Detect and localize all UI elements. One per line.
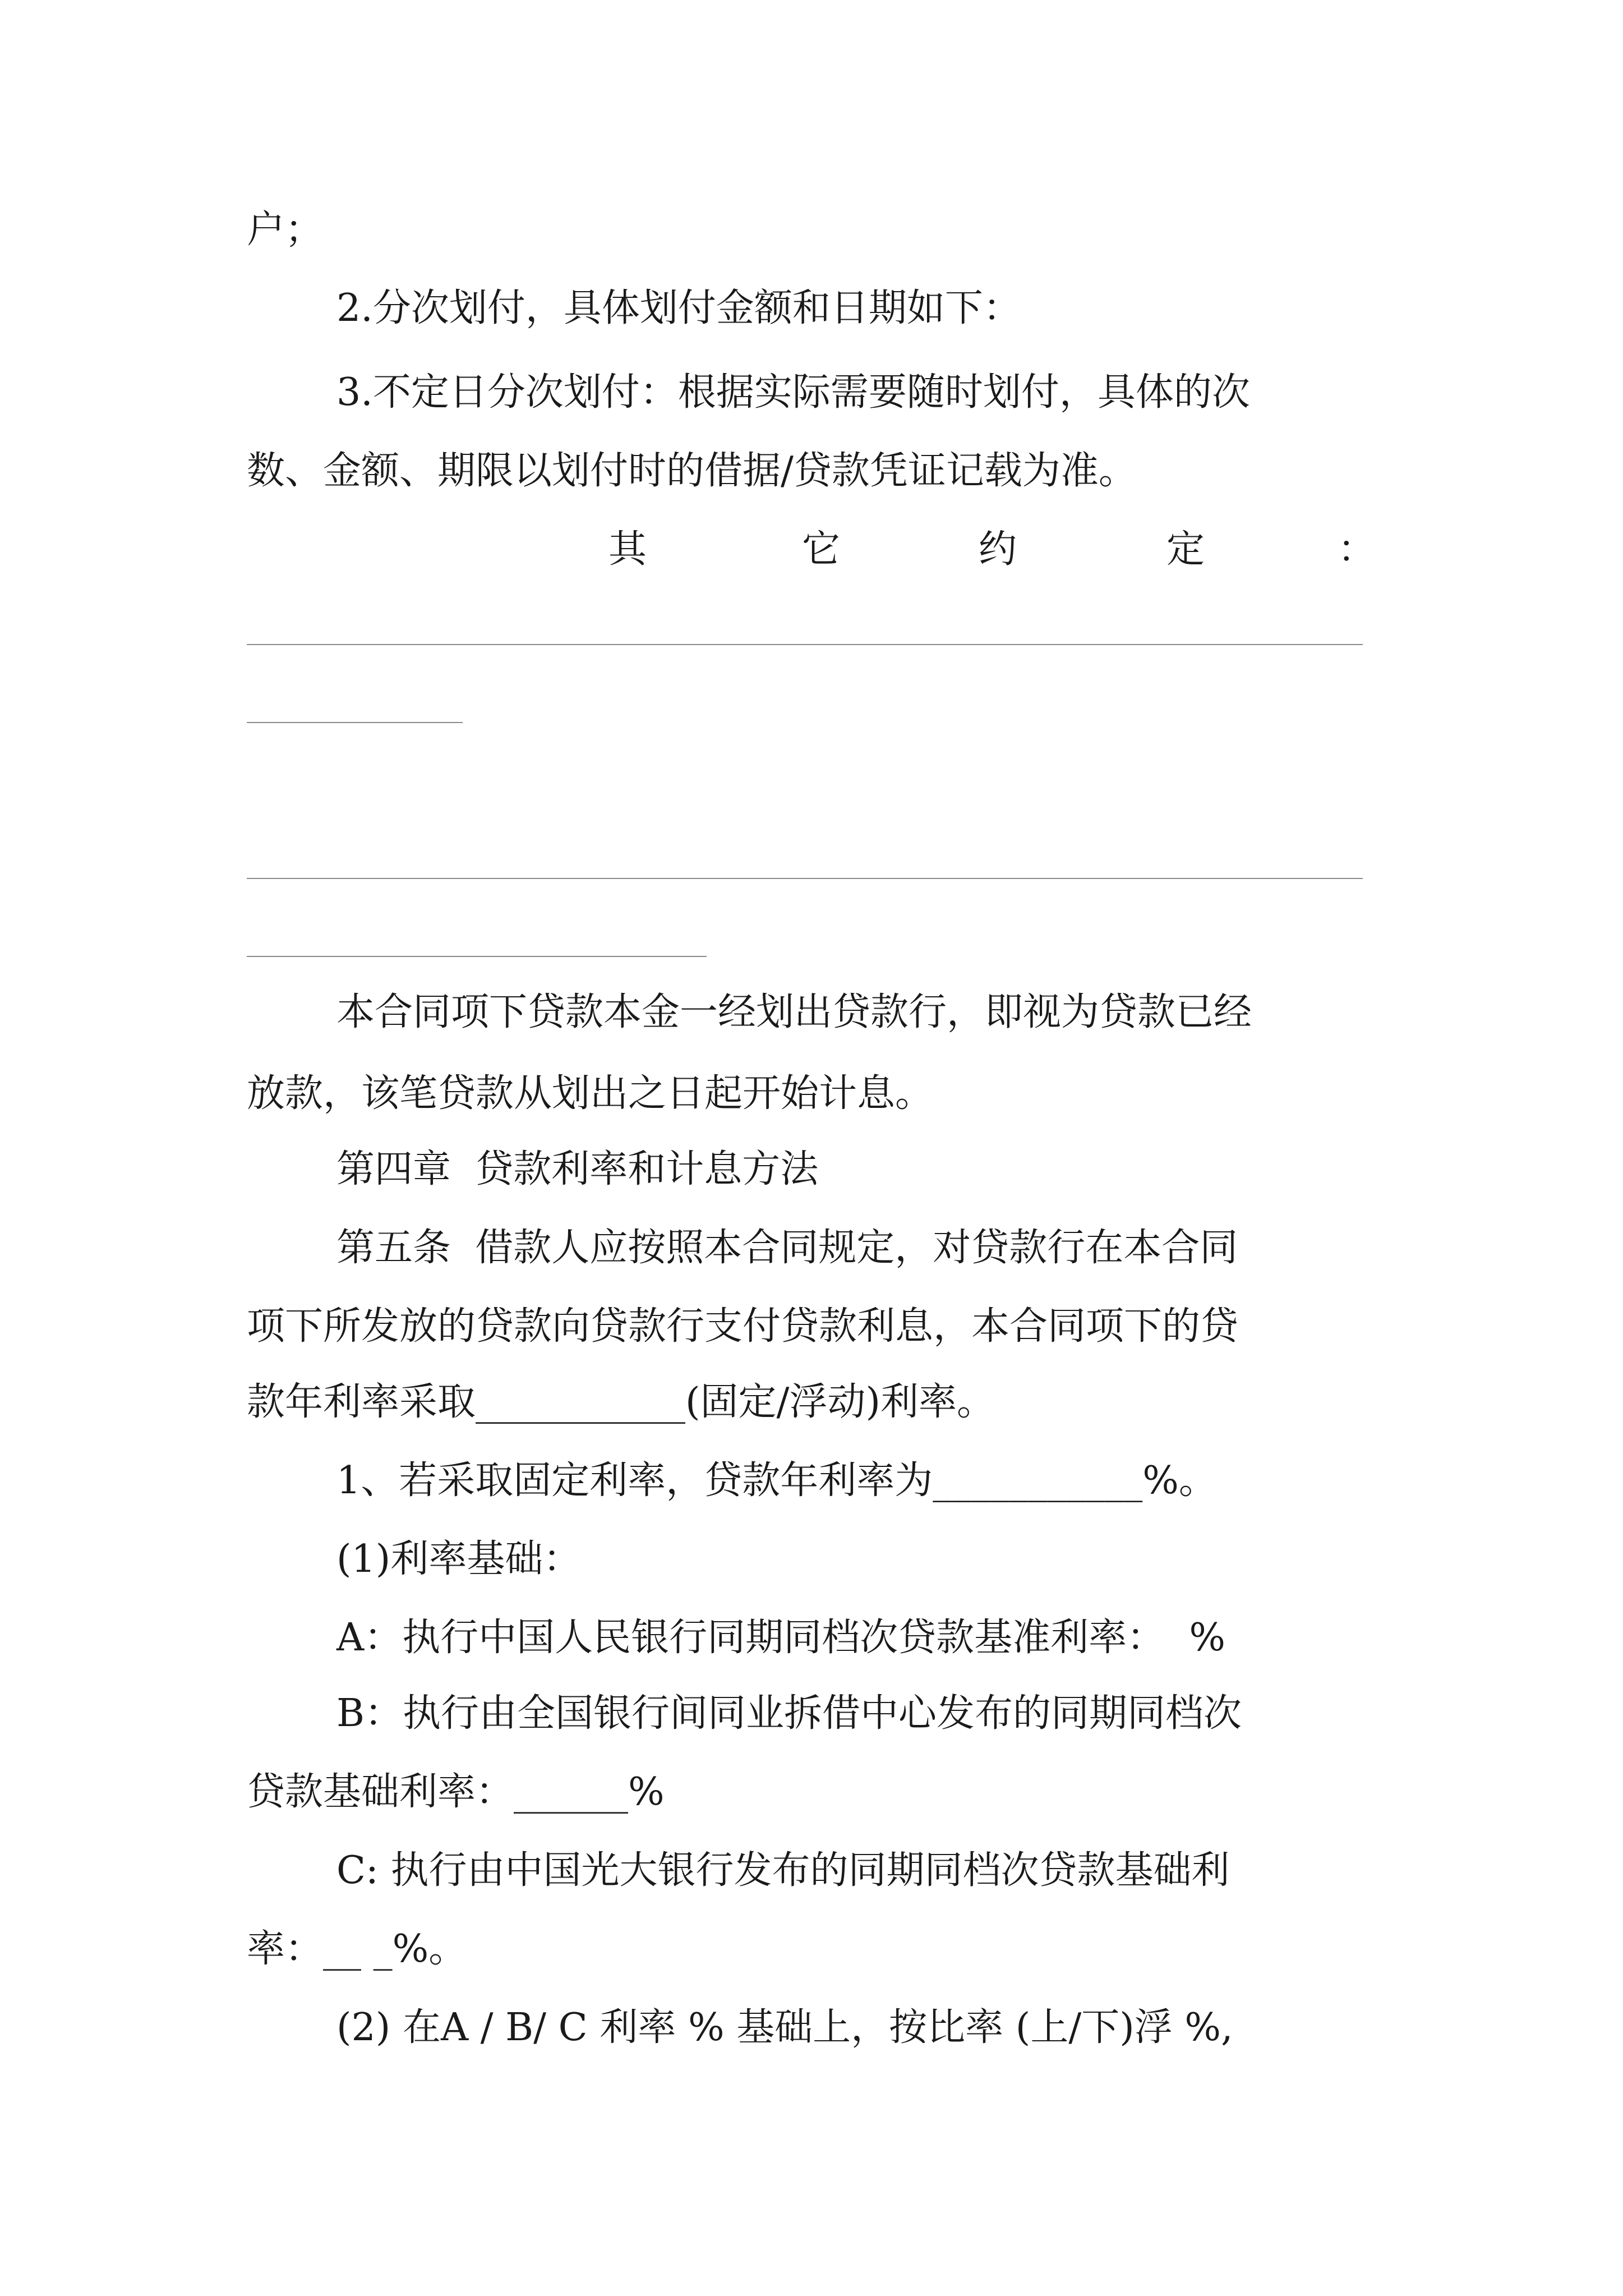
text-line: 贷款基础利率：______% [247, 1770, 665, 1814]
text-line: 2.分次划付，具体划付金额和日期如下： [336, 286, 1021, 330]
other-terms-char: 约 [979, 527, 1017, 572]
text-line: 放款，该笔贷款从划出之日起开始计息。 [247, 1071, 934, 1116]
blank-fill-line [247, 644, 1363, 645]
text-line: 1、若采取固定利率，贷款年利率为___________%。 [336, 1458, 1217, 1503]
other-terms-char: 定 [1166, 527, 1205, 572]
text-line: 3.不定日分次划付：根据实际需要随时划付，具体的次 [336, 370, 1250, 415]
text-line: A：执行中国人民银行同期同档次贷款基准利率： % [336, 1616, 1225, 1660]
text-line: 第五条 借款人应按照本合同规定，对贷款行在本合同 [336, 1226, 1238, 1270]
text-line: (2) 在A / B/ C 利率 % 基础上，按比率 (上/下)浮 %, [336, 2005, 1233, 2050]
text-line: C: 执行由中国光大银行发布的同期同档次贷款基础利 [336, 1848, 1230, 1893]
other-terms-char: 其 [608, 527, 647, 572]
other-terms-char: ： [1338, 527, 1376, 572]
blank-fill-line [247, 956, 707, 957]
text-line: 本合同项下贷款本金一经划出贷款行，即视为贷款已经 [336, 990, 1252, 1034]
text-line: 户； [247, 208, 324, 252]
blank-fill-line [247, 722, 463, 723]
blank-fill-line [247, 878, 1363, 879]
text-line: 项下所发放的贷款向贷款行支付贷款利息，本合同项下的贷 [247, 1304, 1239, 1349]
text-line: 率：__ _%。 [247, 1927, 467, 1971]
text-line: 数、金额、期限以划付时的借据/贷款凭证记载为准。 [247, 449, 1137, 493]
other-terms-char: 它 [802, 527, 841, 572]
chapter-heading: 第四章 贷款利率和计息方法 [336, 1147, 819, 1191]
text-line: (1)利率基础： [336, 1537, 582, 1581]
text-line: B：执行由全国银行间同业拆借中心发布的同期同档次 [336, 1691, 1242, 1736]
text-line: 款年利率采取___________(固定/浮动)利率。 [247, 1380, 995, 1424]
